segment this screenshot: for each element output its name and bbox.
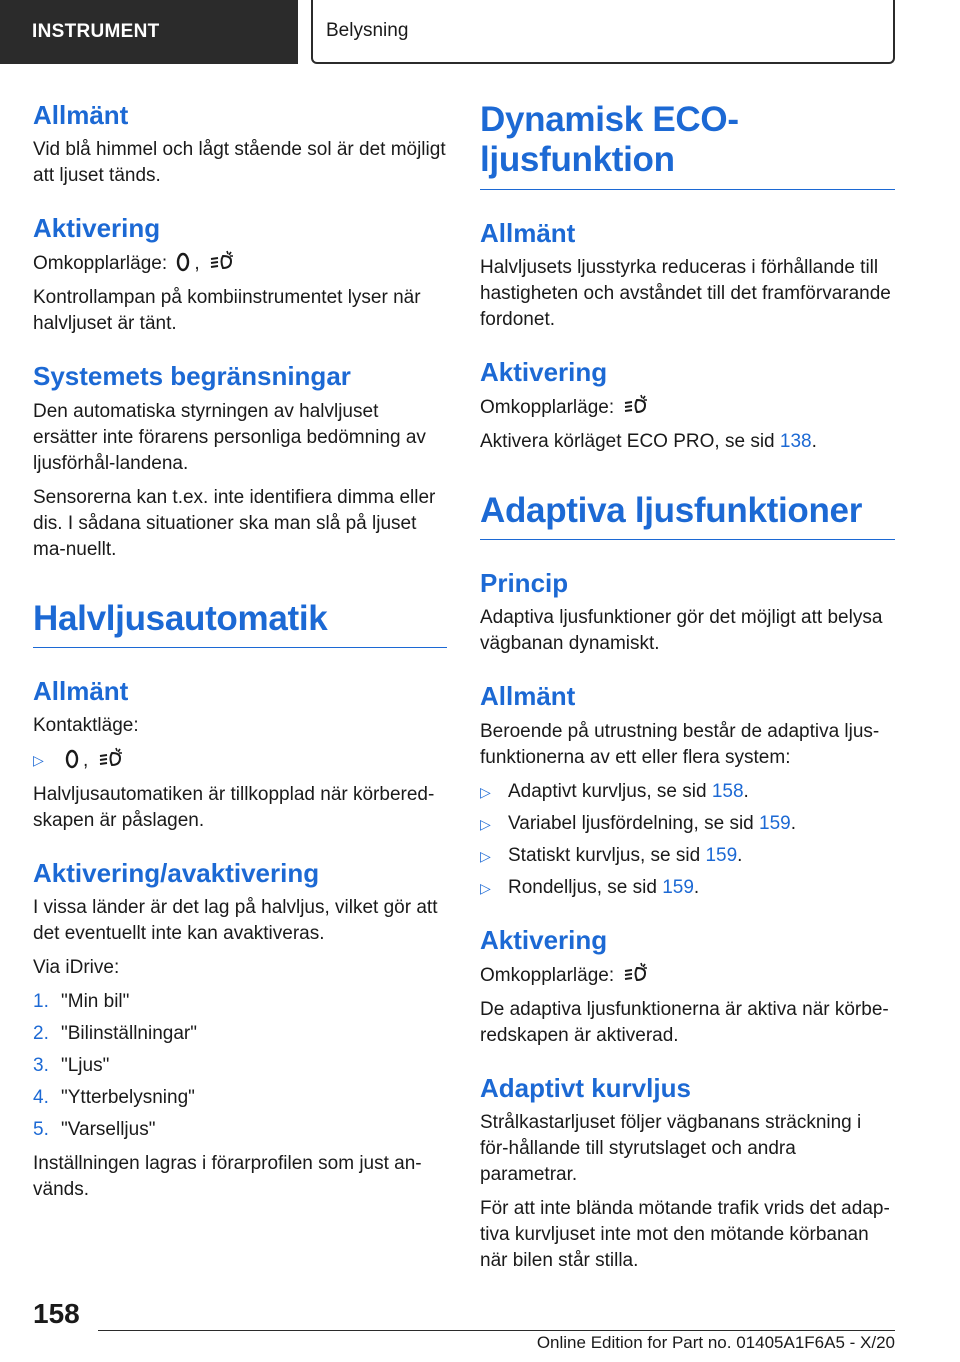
list-item	[480, 811, 895, 837]
automatic-headlight-icon	[623, 962, 649, 984]
text: .	[811, 430, 817, 452]
heading-princip: Princip	[480, 568, 569, 599]
item-text	[508, 843, 742, 869]
numbered-list	[33, 989, 447, 1143]
heading-aktivering-2: Aktivering	[480, 356, 608, 387]
paragraph: I vissa länder är det lag på halvljus, vilket gör att det eventuellt inte kan avaktiveras.	[33, 897, 438, 945]
left-column	[33, 100, 447, 1211]
switch-label: Omkopplarläge:	[480, 396, 615, 418]
step-text: "Ytterbelysning"	[61, 1087, 195, 1109]
heading-allmant-2: Allmänt	[33, 675, 129, 706]
text: .	[737, 844, 743, 866]
heading-aktivering-3: Aktivering	[480, 924, 608, 955]
automatic-headlight-icon	[623, 394, 649, 416]
step-number: 2.	[33, 1023, 49, 1045]
switch-position-line	[480, 394, 895, 421]
heading-allmant: Allmänt	[33, 100, 129, 130]
paragraph: Beroende på utrustning består de adaptiva ljus-funktionerna av ett eller flera system:	[480, 720, 880, 768]
page-link[interactable]: 159	[705, 844, 738, 866]
item-text	[508, 779, 749, 805]
switch-label: Omkopplarläge:	[480, 964, 615, 986]
chapter-tab	[311, 0, 895, 64]
list-item	[33, 1053, 447, 1079]
text: Aktivera körläget ECO PRO, se sid	[480, 430, 780, 452]
heading-begransningar: Systemets begränsningar	[33, 361, 351, 392]
page-link[interactable]: 159	[759, 812, 791, 834]
footer-edition: Online Edition for Part no. 01405A1F6A5 - X/20	[536, 1333, 895, 1352]
heading-aktivering-avaktivering: Aktivering/avaktivering	[33, 858, 320, 888]
heading-aktivering: Aktivering	[33, 213, 161, 244]
step-text: "Ljus"	[61, 1055, 110, 1077]
heading-halvljusautomatik: Halvljusautomatik	[33, 599, 447, 648]
text: .	[790, 812, 796, 834]
list-item	[33, 1085, 447, 1111]
automatic-headlight-icon	[209, 250, 235, 272]
list-item	[480, 875, 895, 901]
paragraph: Halvljusets ljusstyrka reduceras i förhållande till hastigheten och avståndet till det framförvarande fordonet.	[480, 256, 891, 330]
step-number: 1.	[33, 991, 49, 1013]
paragraph: Den automatiska styrningen av halvljuset ersätter inte förarens personliga bedömning av ljusförhål-landena.	[33, 400, 426, 474]
paragraph: Adaptiva ljusfunktioner gör det möjligt att belysa vägbanan dynamiskt.	[480, 607, 883, 655]
section-tab	[0, 0, 298, 64]
text: Statiskt kurvljus, se sid	[508, 844, 706, 866]
paragraph: För att inte blända mötande trafik vrids det adap-tiva kurvljuset inte mot den mötande körbanan när bilen står stilla.	[480, 1197, 890, 1271]
heading-adaptivt-kurvljus: Adaptivt kurvljus	[480, 1072, 691, 1103]
heading-dynamisk-eco: Dynamisk ECO-ljusfunktion	[480, 100, 895, 190]
separator: ,	[194, 253, 200, 275]
list-item	[480, 779, 895, 805]
bullet-list	[33, 747, 447, 774]
bullet-list	[480, 779, 895, 901]
triangle-bullet-icon: ▷	[480, 879, 491, 896]
page-link[interactable]: 159	[662, 876, 694, 898]
step-text: "Bilinställningar"	[61, 1023, 197, 1045]
triangle-bullet-icon: ▷	[480, 847, 491, 864]
list-item	[33, 1021, 447, 1047]
page-link[interactable]: 138	[779, 430, 812, 452]
switch-position-line	[480, 962, 895, 989]
paragraph: Vid blå himmel och lågt stående sol är det möjligt att ljuset tänds.	[33, 139, 446, 187]
heading-allmant-4: Allmänt	[480, 681, 576, 712]
step-number: 4.	[33, 1087, 49, 1109]
triangle-bullet-icon: ▷	[480, 783, 491, 800]
heading-adaptiva-ljusfunktioner: Adaptiva ljusfunktioner	[480, 491, 895, 540]
list-item	[33, 747, 447, 774]
paragraph: Inställningen lagras i förarprofilen som just an-vänds.	[33, 1153, 422, 1201]
switch-label: Omkopplarläge:	[33, 253, 168, 275]
item-text	[508, 875, 699, 901]
automatic-headlight-icon	[98, 747, 124, 769]
section-title: INSTRUMENT	[32, 21, 160, 42]
triangle-bullet-icon: ▷	[33, 752, 44, 768]
text: .	[743, 780, 749, 802]
item-text	[508, 811, 796, 837]
icon-group	[61, 747, 128, 774]
step-number: 3.	[33, 1055, 49, 1077]
step-text: "Min bil"	[61, 991, 130, 1013]
paragraph: Kontaktläge:	[33, 715, 139, 736]
list-item	[33, 989, 447, 1015]
page-link[interactable]: 158	[711, 780, 744, 802]
paragraph	[480, 429, 895, 455]
right-column	[480, 100, 895, 1282]
footer-divider	[98, 1330, 895, 1331]
switch-position-line	[33, 250, 447, 277]
step-number: 5.	[33, 1119, 49, 1141]
heading-allmant-3: Allmänt	[480, 217, 576, 248]
text: Rondelljus, se sid	[508, 876, 663, 898]
list-item	[480, 843, 895, 869]
paragraph: Kontrollampan på kombiinstrumentet lyser när halvljuset är tänt.	[33, 287, 421, 335]
paragraph: De adaptiva ljusfunktionerna är aktiva när körbe-redskapen är aktiverad.	[480, 998, 889, 1046]
chapter-title: Belysning	[326, 20, 409, 41]
triangle-bullet-icon: ▷	[480, 815, 491, 832]
switch-position-0-icon	[176, 252, 190, 272]
paragraph: Sensorerna kan t.ex. inte identifiera dimma eller dis. I sådana situationer ska man slå på ljuset ma-nuellt.	[33, 486, 436, 560]
page-number: 158	[33, 1298, 80, 1329]
paragraph: Strålkastarljuset följer vägbanans sträckning i för-hållande till styrutslaget och andra parametrar.	[480, 1111, 862, 1185]
text: Adaptivt kurvljus, se sid	[508, 780, 712, 802]
switch-position-0-icon	[65, 749, 79, 769]
step-text: "Varselljus"	[61, 1119, 156, 1141]
text: Variabel ljusfördelning, se sid	[508, 812, 760, 834]
text: .	[693, 876, 700, 898]
paragraph: Via iDrive:	[33, 957, 120, 979]
paragraph: Halvljusautomatiken är tillkopplad när körbered-skapen är påslagen.	[33, 784, 435, 831]
separator: ,	[83, 750, 89, 771]
list-item	[33, 1117, 447, 1143]
